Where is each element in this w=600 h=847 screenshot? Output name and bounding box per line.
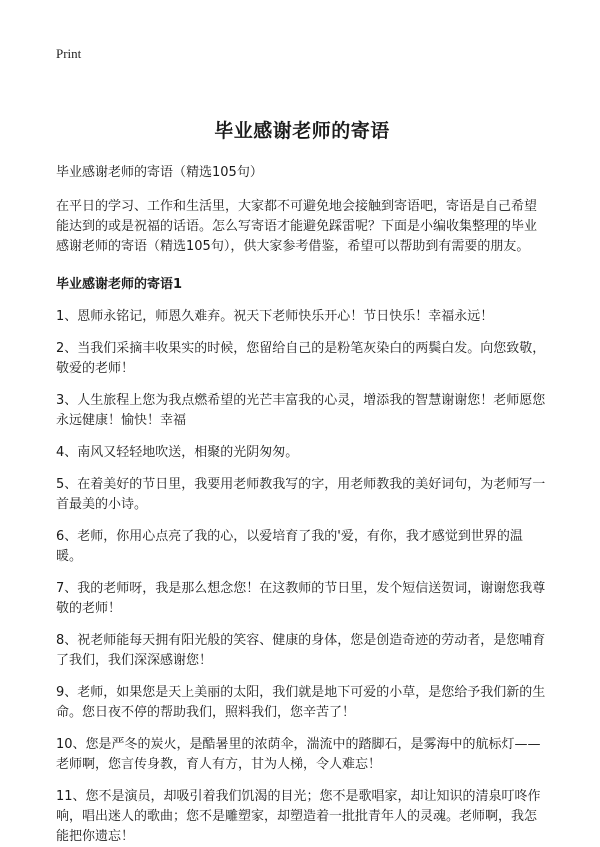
message-item: 7、我的老师呀，我是那么想念您！在这教师的节日里，发个短信送贺词，谢谢您我尊敬的老师！ xyxy=(56,581,546,616)
message-item: 1、恩师永铭记，师恩久难弃。祝天下老师快乐开心！节日快乐！幸福永远！ xyxy=(56,309,494,324)
message-item: 2、当我们采摘丰收果实的时候，您留给自己的是粉笔灰染白的两鬓白发。向您致敬，敬爱的老师！ xyxy=(56,341,546,376)
intro-paragraph: 在平日的学习、工作和生活里，大家都不可避免地会接触到寄语吧，寄语是自己希望能达到的或是祝福的话语。怎么写寄语才能避免踩雷呢？下面是小编收集整理的毕业感谢老师的寄语（精选105句），供大家参考借鉴，希望可以帮助到有需要的朋友。 xyxy=(56,199,538,254)
section-heading: 毕业感谢老师的寄语1 xyxy=(56,277,183,292)
message-item: 3、人生旅程上您为我点燃希望的光芒丰富我的心灵，增添我的智慧谢谢您！老师愿您永远健康！愉快！幸福 xyxy=(56,393,546,428)
print-link[interactable]: Print xyxy=(56,46,82,61)
message-item: 4、南风又轻轻地吹送，相聚的光阴匆匆。 xyxy=(56,445,299,460)
message-item: 9、老师，如果您是天上美丽的太阳，我们就是地下可爱的小草，是您给予我们新的生命。您日夜不停的帮助我们，照料我们，您辛苦了！ xyxy=(56,685,546,720)
message-item: 10、您是严冬的炭火，是酷暑里的浓荫伞，湍流中的踏脚石，是雾海中的航标灯——老师啊，您言传身教，育人有方，甘为人梯，令人难忘！ xyxy=(56,737,541,772)
document-subtitle: 毕业感谢老师的寄语（精选105句） xyxy=(56,165,263,180)
message-list xyxy=(56,307,548,847)
document-title: 毕业感谢老师的寄语 xyxy=(214,120,390,142)
message-item: 6、老师，你用心点亮了我的心，以爱培育了我的'爱，有你，我才感觉到世界的温暖。 xyxy=(56,529,523,564)
message-item: 5、在着美好的节日里，我要用老师教我写的字，用老师教我的美好词句，为老师写一首最美的小诗。 xyxy=(56,477,546,512)
message-item: 8、祝老师能每天拥有阳光般的笑容、健康的身体，您是创造奇迹的劳动者，是您哺育了我们，我们深深感谢您！ xyxy=(56,633,546,668)
message-item: 11、您不是演员，却吸引着我们饥渴的目光；您不是歌唱家，却让知识的清泉叮咚作响，唱出迷人的歌曲；您不是雕塑家，却塑造着一批批青年人的灵魂。老师啊，我怎能把你遗忘！ xyxy=(56,789,541,844)
